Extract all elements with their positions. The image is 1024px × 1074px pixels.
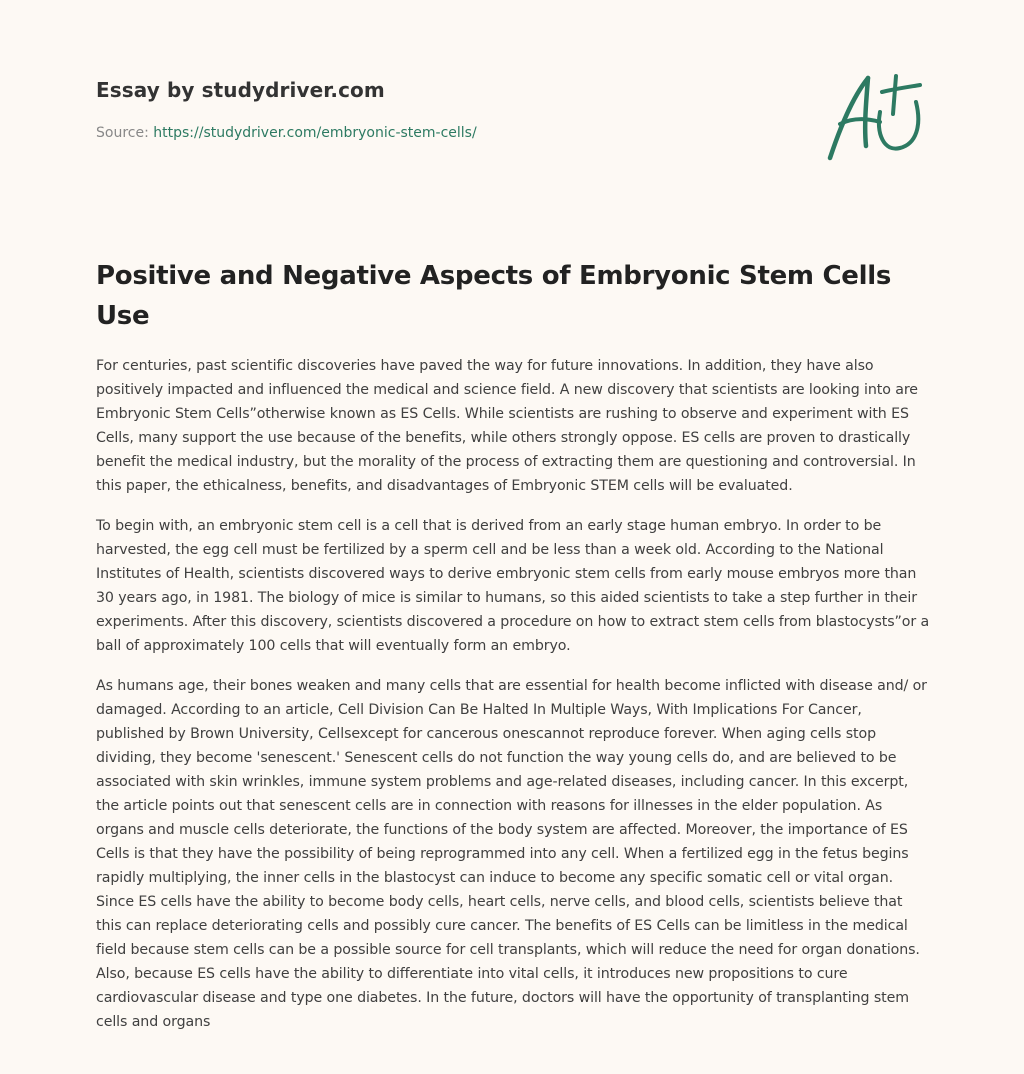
- source-link[interactable]: https://studydriver.com/embryonic-stem-cells/: [153, 125, 477, 141]
- essay-paragraph: To begin with, an embryonic stem cell is a cell that is derived from an early stage human embryo. In order to be harvested, the egg cell must be fertilized by a sperm cell and be less than a week old. According to the National Institutes of Health, scientists discovered ways to derive embryonic stem cells from early mouse embryos more than 30 years ago, in 1981. The biology of mice is similar to humans, so this aided scientists to take a step further in their experiments. After this discovery, scientists discovered a procedure on how to extract stem cells from blastocysts”or a ball of approximately 100 cells that will eventually form an embryo.: [96, 518, 930, 654]
- source-label: Source:: [96, 125, 154, 141]
- essay-body: [96, 354, 932, 1050]
- essay-paragraph: For centuries, past scientific discoveries have paved the way for future innovations. In addition, they have also positively impacted and influenced the medical and science field. A new discovery that scientists are looking into are Embryonic Stem Cells”otherwise known as ES Cells. While scientists are rushing to observe and experiment with ES Cells, many support the use because of the benefits, while others strongly oppose. ES cells are proven to drastically benefit the medical industry, but the morality of the process of extracting them are questioning and controversial. In this paper, the ethicalness, benefits, and disadvantages of Embryonic STEM cells will be evaluated.: [96, 358, 918, 494]
- source-line: [96, 123, 796, 143]
- site-title: Essay by studydriver.com: [96, 78, 385, 102]
- essay-title: Positive and Negative Aspects of Embryonic Stem Cells Use: [96, 261, 891, 331]
- a-plus-logo-icon: [822, 68, 926, 164]
- essay-header: [96, 76, 796, 143]
- essay-paragraph: As humans age, their bones weaken and many cells that are essential for health become inflicted with disease and/ or damaged. According to an article, Cell Division Can Be Halted In Multiple Ways, With Implications For Cancer, published by Brown University, Cellsexcept for cancerous onescannot reproduce forever. When aging cells stop dividing, they become 'senescent.' Senescent cells do not function the way young cells do, and are believed to be associated with skin wrinkles, immune system problems and age-related diseases, including cancer. In this excerpt, the article points out that senescent cells are in connection with reasons for illnesses in the elder population. As organs and muscle cells deteriorate, the functions of the body system are affected. Moreover, the importance of ES Cells is that they have the possibility of being reprogrammed into any cell. When a fertilized egg in the fetus begins rapidly multiplying, the inner cells in the blastocyst can induce to become any specific somatic cell or vital organ. Since ES cells have the ability to become body cells, heart cells, nerve cells, and blood cells, scientists believe that this can replace deteriorating cells and possibly cure cancer. The benefits of ES Cells can be limitless in the medical field because stem cells can be a possible source for cell transplants, which will reduce the need for organ donations. Also, because ES cells have the ability to differentiate into vital cells, it introduces new propositions to cure cardiovascular disease and type one diabetes. In the future, doctors will have the opportunity of transplanting stem cells and organs: [96, 678, 927, 1030]
